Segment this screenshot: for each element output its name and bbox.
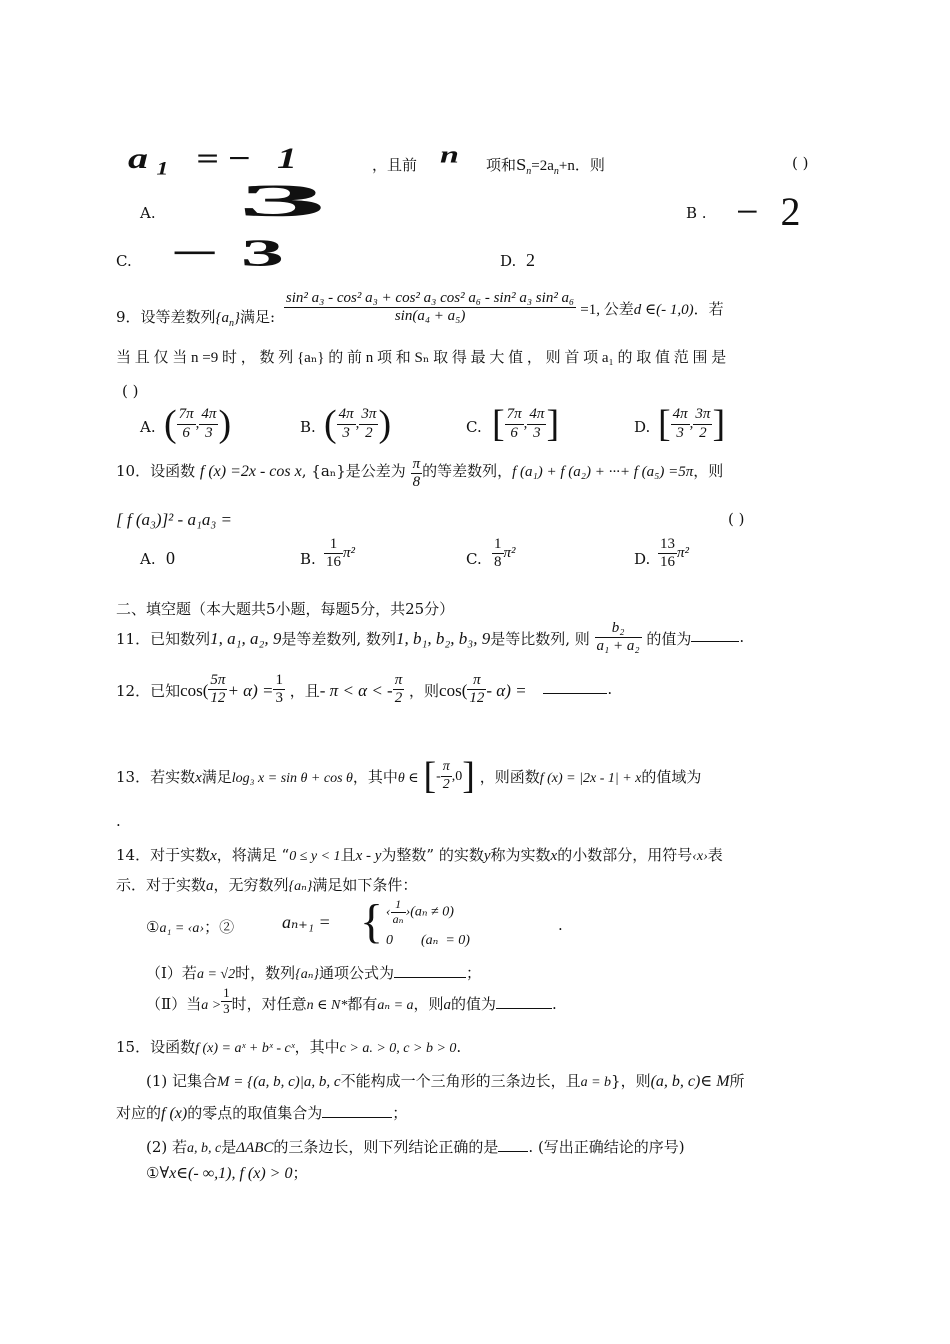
- q8-optD-value: 2: [526, 250, 535, 270]
- q8-optA-label: A.: [140, 204, 156, 222]
- q8-line: [128, 140, 848, 184]
- q15-conclusion-1: ①∀x∈(- ∞,1), f (x) > 0；: [146, 1164, 308, 1182]
- q8-optA-value: 3: [238, 175, 327, 227]
- q9-answer-paren: ( ): [122, 382, 139, 400]
- q14-case2: 0 (aₙ = 0): [386, 933, 470, 948]
- q8-sum: 项和$S_n=2a_n+n$．则: [486, 156, 605, 177]
- q14-part1-answer-blank[interactable]: [394, 963, 466, 978]
- q12-line: 12．已知cos( $\frac{5\pi}{12}$ + α) = $\frac{1}{3}$ ，且- π < α < - $\frac{\pi}{2}$ ，则cos( $\frac{\pi}{12}$ - α) = .: [116, 672, 613, 707]
- q14-case1: ‹ $\frac{1}{\text{aₙ}}$ ›(aₙ ≠ 0): [386, 897, 454, 926]
- q8-n-big: n: [440, 142, 459, 168]
- q15-part2: (2) 若a, b, c是ΔABC的三条边长，则下列结论正确的是 . (写出正确结论的序号): [146, 1138, 685, 1156]
- q11-line: 11．已知数列1, a₁, a₂, 9是等差数列, 数列1, b₁, b₂, b₃, 9是等比数列, 则 $\frac{\text{b₂}}{\text{a₁ + a₂}}$ 的值为 .: [116, 620, 745, 655]
- q15-part1-line1: (1) 记集合M = {(a, b, c)|a, b, c不能构成一个三角形的三条边长，且a = b}，则(a, b, c)∈ M所: [146, 1072, 745, 1090]
- q10-answer-paren: ( ): [728, 510, 745, 528]
- q14-conditions: ①a₁ = ‹a›；② aₙ₊₁ = { ‹ $\frac{1}{\text{aₙ}}$ ›(aₙ ≠ 0) 0 (aₙ = 0) .: [146, 895, 563, 948]
- q14-line2: 示．对于实数a，无穷数列{aₙ}满足如下条件：: [116, 876, 418, 894]
- q14-line1: 14．对于实数x，将满足 “0 ≤ y < 1且x - y为整数” 的实数y称为实数x的小数部分，用符号‹x›表: [116, 846, 723, 864]
- q14-part1: （Ⅰ）若a = √2时，数列{aₙ}通项公式为 ；: [146, 964, 481, 982]
- q14-part2-answer-blank[interactable]: [496, 994, 552, 1009]
- q9-line2: 当 且 仅 当 n =9 时 ， 数 列 {aₙ} 的 前 n 项 和 Sₙ 取 得 最 大 值 ， 则 首 项 a₁ 的 取 值 范 围 是: [116, 350, 727, 366]
- q9-line1: 9．设等差数列$\{a_n\}$满足: $\frac{\text{sin² a₃ - cos² a₃ + cos² a₃ cos² a₆ - sin² a₃ sin² a₆}}{\text{sin(a₄ + a₅)}}$ =1, 公差d ∈(- 1,0)．若: [116, 290, 724, 329]
- q8-optC-value: − 3: [170, 231, 285, 274]
- q8-mid-text: ，且前: [372, 156, 418, 174]
- q13-dot: .: [116, 812, 121, 830]
- q15-part1-line2: 对应的f (x)的零点的取值集合为 ；: [116, 1104, 408, 1122]
- q8-optD-label: D.: [500, 252, 517, 270]
- q15-part2-answer-blank[interactable]: [498, 1137, 528, 1152]
- q15-part1-answer-blank[interactable]: [322, 1103, 392, 1118]
- q13-line: 13．若实数x满足log₃ x = sin θ + cos θ，其中θ ∈ [- $\frac{\pi}{2}$ ,0] ，则函数f (x) = |2x - 1| + x的值域为: [116, 755, 702, 797]
- q9-fraction: $\frac{\text{sin² a₃ - cos² a₃ + cos² a₃ cos² a₆ - sin² a₃ sin² a₆}}{\text{sin(a₄ + a₅)}}$: [285, 290, 575, 325]
- q12-answer-blank[interactable]: [543, 679, 607, 694]
- section-heading: 二、填空题（本大题共5小题，每题5分，共25分）: [116, 600, 455, 618]
- q8-optB-label: B .: [686, 204, 707, 222]
- q11-answer-blank[interactable]: [691, 627, 739, 642]
- q10-options: A. 0 B. $\frac{1}{16}$ π² C. $\frac{1}{8}$ π² D. $\frac{13}{16}$ π²: [140, 536, 690, 571]
- q8-optC-label: C.: [116, 252, 132, 270]
- q10-line2: [ f (a₃)]² - a₁a₃ =: [116, 510, 232, 529]
- q8-optB-value: − 2: [736, 189, 807, 234]
- q15-line1: 15．设函数f (x) = aˣ + bˣ - cˣ，其中c > a. > 0, c > b > 0.: [116, 1038, 462, 1056]
- q9-options: A. ( $\frac{7\pi}{6}$ , $\frac{4\pi}{3}$ ) B. ( $\frac{4\pi}{3}$ , $\frac{3\pi}{2}$ ) C. [ $\frac{7\pi}{6}$ , $\frac{4\pi}{3}$ ] D. [ $\frac{4\pi}{3}$ , $\frac{3\pi}{2}$ ]: [140, 403, 726, 445]
- q14-part2: （Ⅱ）当a > $\frac{1}{3}$ 时，对任意n ∈ N*都有aₙ = a，则a的值为 .: [146, 985, 557, 1016]
- q8-answer-paren: ( ): [792, 154, 809, 172]
- q10-line1: 10．设函数 f (x) =2x - cos x, {aₙ}是公差为 $\frac{\pi}{8}$ 的等差数列，f (a₁) + f (a₂) + ···+ f (a₅) =5π，则: [116, 456, 724, 491]
- q8-a1-big: a₁ =− 1: [128, 140, 305, 175]
